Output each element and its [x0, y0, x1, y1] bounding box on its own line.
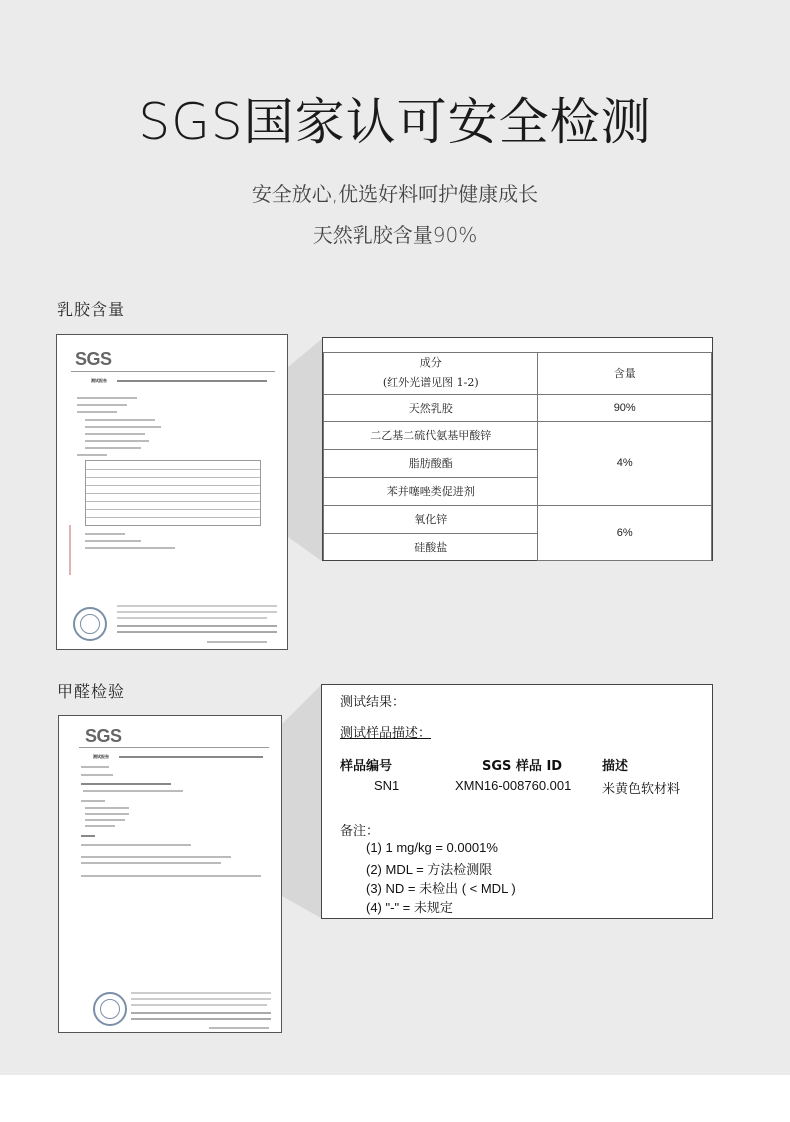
- report-meta-line: [117, 380, 267, 382]
- text-line: [81, 835, 95, 837]
- formaldehyde-results-card: [321, 684, 713, 919]
- section-label-formaldehyde: 甲醛检验: [57, 682, 126, 701]
- latex-report-thumbnail[interactable]: [56, 334, 288, 650]
- composition-table: [323, 338, 712, 561]
- table-row: [324, 394, 712, 421]
- footer-line: [117, 631, 277, 633]
- text-line: [81, 844, 191, 846]
- footer-line: [117, 611, 277, 613]
- text-line: [81, 766, 109, 768]
- sample-no: SN1: [374, 778, 400, 793]
- text-line: [85, 813, 129, 815]
- row-value: 6%: [538, 505, 712, 560]
- sgs-logo: SGS: [85, 726, 122, 746]
- note-item: (3) ND = 未检出 ( < MDL ): [366, 881, 516, 896]
- text-line: [85, 540, 141, 542]
- footer-line: [207, 641, 267, 643]
- table-row: [324, 421, 712, 449]
- notes-heading: 备注：: [340, 824, 380, 839]
- text-line: [81, 774, 113, 776]
- text-line: [77, 404, 127, 406]
- note-item: (2) MDL = 方法检测限: [366, 862, 493, 877]
- text-line: [83, 790, 183, 792]
- table-top-band: [324, 338, 712, 352]
- row-name: 氧化锌: [324, 505, 538, 533]
- note-item: (1) 1 mg/kg = 0.0001%: [366, 840, 498, 855]
- header-content: 含量: [538, 352, 712, 394]
- mini-row: [86, 485, 260, 486]
- header-component-note: (红外光谱见图 1-2): [382, 376, 479, 389]
- mini-row: [86, 509, 260, 510]
- results-heading: 测试结果：: [340, 695, 406, 710]
- section-label-latex: 乳胶含量: [57, 300, 126, 319]
- mini-row: [86, 517, 260, 518]
- text-line: [85, 426, 161, 428]
- footer-line: [117, 605, 277, 607]
- text-line: [85, 440, 149, 442]
- text-line: [81, 856, 231, 858]
- row-value: 4%: [538, 421, 712, 505]
- subtitle-primary: 安全放心,优选好料呵护健康成长: [251, 182, 539, 206]
- text-line: [85, 825, 115, 827]
- text-line: [81, 800, 105, 802]
- mini-row: [86, 501, 260, 502]
- footer-line: [209, 1027, 269, 1029]
- footer-line: [117, 617, 267, 619]
- formaldehyde-report-thumbnail[interactable]: [58, 715, 282, 1033]
- text-line: [85, 547, 175, 549]
- footer-line: [131, 1018, 271, 1020]
- report-title: 测试报告: [93, 754, 109, 759]
- text-line: [81, 875, 261, 877]
- sgs-stamp: [73, 607, 107, 641]
- side-mark: [69, 525, 71, 575]
- header-component: 成分: [419, 356, 442, 369]
- mini-table: [85, 460, 261, 526]
- logo-rule: [71, 371, 275, 372]
- report-meta-line: [119, 756, 263, 758]
- text-line: [77, 411, 117, 413]
- text-line: [77, 397, 137, 399]
- stamp-inner: [100, 999, 120, 1019]
- footer-line: [131, 1004, 267, 1006]
- text-line: [85, 533, 125, 535]
- text-line: [85, 433, 145, 435]
- sgs-logo: SGS: [75, 349, 112, 369]
- mini-row: [86, 477, 260, 478]
- text-line: [81, 862, 221, 864]
- stamp-inner: [80, 614, 100, 634]
- footer-line: [131, 1012, 271, 1014]
- note-item: (4) "-" = 未规定: [366, 900, 453, 915]
- row-name: 脂肪酸酯: [324, 449, 538, 477]
- logo-rule: [79, 747, 269, 748]
- col-sgs-id: SGS 样品 ID: [482, 759, 563, 774]
- table-row: [324, 505, 712, 533]
- sample-description-heading: 测试样品描述：: [340, 726, 432, 741]
- footer-line: [131, 992, 271, 994]
- footer-line: [131, 998, 271, 1000]
- sample-description: 米黄色软材料: [602, 782, 681, 797]
- subtitle-secondary: 天然乳胶含量90%: [312, 223, 478, 247]
- report-title: 测试报告: [91, 378, 107, 383]
- col-sample-no: 样品编号: [340, 759, 393, 774]
- bottom-strip: [0, 1075, 790, 1122]
- row-name: 二乙基二硫代氨基甲酸锌: [324, 421, 538, 449]
- text-line: [85, 819, 125, 821]
- latex-composition-card: [322, 337, 713, 561]
- text-line: [85, 419, 155, 421]
- mini-row: [86, 469, 260, 470]
- row-name: 天然乳胶: [324, 394, 538, 421]
- page-title: SGS国家认可安全检测: [138, 93, 652, 151]
- col-description: 描述: [602, 759, 629, 774]
- text-line: [85, 807, 129, 809]
- mini-row: [86, 493, 260, 494]
- text-line: [85, 447, 141, 449]
- text-line: [81, 783, 171, 785]
- row-name: 硅酸盐: [324, 533, 538, 560]
- header-component-cell: [324, 352, 538, 394]
- sgs-stamp: [93, 992, 127, 1026]
- row-value: 90%: [538, 394, 712, 421]
- row-name: 苯并噻唑类促进剂: [324, 477, 538, 505]
- text-line: [77, 454, 107, 456]
- sgs-id: XMN16-008760.001: [455, 778, 572, 793]
- footer-line: [117, 625, 277, 627]
